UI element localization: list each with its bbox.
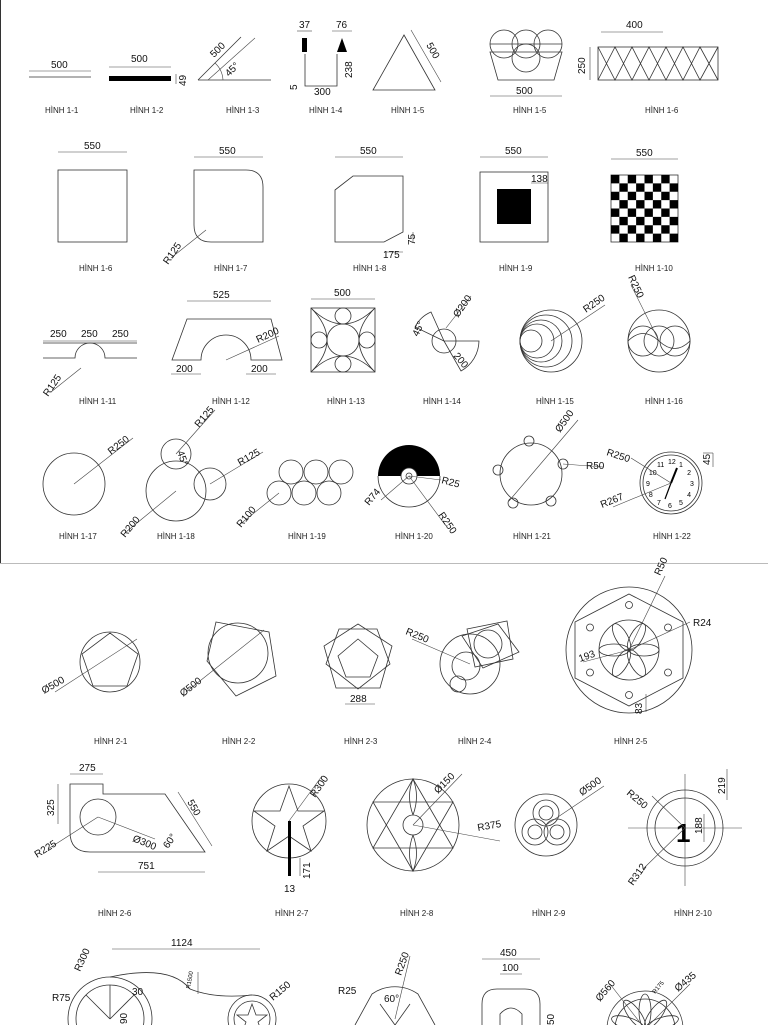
- dim-f1-11-b: 250: [81, 329, 98, 340]
- dim-f1-14-d: Ø200: [451, 293, 475, 320]
- dim-f1-11-c: 250: [112, 329, 129, 340]
- checker-cell: [661, 225, 669, 233]
- figure-flower: [594, 970, 699, 1025]
- dim-f3-d: R150: [267, 979, 294, 1004]
- caption-1-1: HÌNH 1-1: [45, 106, 79, 115]
- dim-f2-3: 288: [350, 694, 367, 705]
- caption-1-14: HÌNH 1-14: [423, 397, 461, 406]
- checker-cell: [636, 217, 644, 225]
- dim-f2-6-c: 550: [184, 798, 203, 818]
- checker-cell: [619, 234, 627, 242]
- figure-1-16: [625, 274, 690, 406]
- checker-cell: [619, 200, 627, 208]
- dim-f1-14-a: 45°: [410, 319, 428, 339]
- caption-1-4: HÌNH 1-4: [309, 106, 343, 115]
- dim-f2-2: Ø500: [178, 675, 205, 700]
- caption-1-9: HÌNH 1-9: [499, 264, 533, 273]
- dim-f1-12-w: 525: [213, 290, 230, 301]
- dim-f2-6-e: Ø300: [130, 833, 158, 853]
- dim-f3-m: 50: [546, 1013, 557, 1025]
- figure-1-4: [289, 20, 355, 115]
- checker-cell: [661, 209, 669, 217]
- checker-cell: [670, 200, 678, 208]
- dim-f1-18-r2: R125: [236, 447, 263, 469]
- dim-f1-4-t: 5: [289, 84, 300, 90]
- clock-number: 4: [687, 492, 692, 499]
- figure-2-1: [40, 632, 140, 746]
- caption-1-17: HÌNH 1-17: [59, 532, 97, 541]
- figure-1-22-clock: [599, 447, 713, 541]
- dim-f1-11-a: 250: [50, 329, 67, 340]
- caption-2-4: HÌNH 2-4: [458, 737, 492, 746]
- dim-f3-c: R1500: [186, 970, 196, 990]
- dim-f1-13: 500: [334, 288, 351, 299]
- rosette-petal: [609, 621, 634, 653]
- dim-f3-n: Ø560: [593, 978, 619, 1004]
- rosette-dot: [587, 669, 594, 676]
- caption-1-8: HÌNH 1-8: [353, 264, 387, 273]
- dim-f2-10-d: R312: [626, 861, 650, 888]
- dim-f2-6-g: 751: [138, 861, 155, 872]
- rosette-dot: [665, 669, 672, 676]
- dim-f1-11-r: R125: [41, 372, 65, 399]
- figure-1-3: [198, 37, 271, 115]
- caption-1-3: HÌNH 1-3: [226, 106, 260, 115]
- figure-2-3: [324, 624, 392, 746]
- checkerboard: [611, 175, 678, 242]
- caption-1-19: HÌNH 1-19: [288, 532, 326, 541]
- rosette-petal: [629, 644, 659, 656]
- clock-number: 8: [648, 492, 653, 499]
- dim-f1-17: R250: [106, 433, 132, 458]
- dim-f2-7-a: R300: [308, 773, 332, 800]
- dim-f1-20-c: R250: [435, 510, 459, 537]
- dim-f1-3-len: 500: [208, 40, 228, 61]
- dim-f2-4: R250: [403, 626, 431, 646]
- clock-number: 12: [668, 459, 676, 466]
- figure-1-12: [171, 290, 282, 406]
- clock-number: 6: [668, 503, 672, 510]
- checker-cell: [636, 200, 644, 208]
- dim-f1-18-r1: R125: [192, 404, 217, 430]
- dim-f1-5b: 500: [516, 86, 533, 97]
- caption-2-7: HÌNH 2-7: [275, 909, 309, 918]
- checker-cell: [611, 175, 619, 183]
- figure-1-5-circles: [490, 30, 562, 115]
- checker-cell: [628, 175, 636, 183]
- caption-2-6: HÌNH 2-6: [98, 909, 132, 918]
- caption-1-15: HÌNH 1-15: [536, 397, 574, 406]
- dim-f1-16: R250: [625, 273, 646, 300]
- dim-f3-b: R300: [72, 946, 93, 974]
- checker-cell: [645, 175, 653, 183]
- figure-1-6-square: [58, 141, 127, 273]
- rosette-dot: [626, 692, 633, 699]
- caption-1-22: HÌNH 1-22: [653, 532, 691, 541]
- checker-cell: [611, 192, 619, 200]
- dim-f2-7-c: 13: [284, 884, 296, 895]
- sheet-1-drawing: [1, 0, 768, 563]
- caption-1-13: HÌNH 1-13: [327, 397, 365, 406]
- caption-2-1: HÌNH 2-1: [94, 737, 128, 746]
- figure-1-8: [335, 146, 418, 273]
- figure-1-9: [480, 146, 548, 273]
- rosette-dot: [626, 602, 633, 609]
- checker-cell: [670, 234, 678, 242]
- dim-f1-7-w: 550: [219, 146, 236, 157]
- dim-f2-6-d: R225: [32, 838, 59, 861]
- dim-f3-l: 100: [502, 963, 519, 974]
- dim-f1-15: R250: [581, 292, 608, 316]
- sheet-2-drawing: [0, 555, 768, 1025]
- dim-f1-5a: 500: [423, 41, 442, 61]
- caption-1-20: HÌNH 1-20: [395, 532, 433, 541]
- clock-number: 9: [646, 481, 650, 488]
- drawing-sheet-2: [0, 555, 768, 1025]
- figure-cart: [52, 938, 294, 1025]
- checker-cell: [645, 225, 653, 233]
- figure-fan: [338, 950, 435, 1025]
- dim-f1-8-a: 175: [383, 250, 400, 261]
- checker-cell: [619, 183, 627, 191]
- figure-1-19: [235, 460, 353, 541]
- dim-f1-7-r: R125: [161, 240, 185, 267]
- dim-f3-i: R25: [338, 986, 357, 997]
- dim-f1-4-b: 76: [336, 20, 348, 31]
- dim-f1-21-d: Ø500: [553, 408, 577, 435]
- dim-f2-6-b: 325: [46, 799, 57, 816]
- number-one: 1: [676, 818, 691, 848]
- caption-1-12: HÌNH 1-12: [212, 397, 250, 406]
- dim-f2-10-b: 219: [717, 777, 728, 794]
- dim-f2-6-a: 275: [79, 763, 96, 774]
- checker-cell: [645, 192, 653, 200]
- caption-1-5a: HÌNH 1-5: [391, 106, 425, 115]
- figure-1-11: [41, 329, 137, 406]
- checker-cell: [670, 183, 678, 191]
- dim-f1-22-b: 45: [702, 453, 713, 465]
- figure-1-2: [109, 54, 189, 115]
- caption-1-7: HÌNH 1-7: [214, 264, 248, 273]
- dim-f1-3-ang: 45°: [223, 60, 242, 80]
- dim-f3-f: 30: [132, 987, 144, 998]
- dim-f2-9: Ø500: [577, 775, 604, 799]
- dim-f1-4-a: 37: [299, 20, 311, 31]
- checker-cell: [645, 209, 653, 217]
- checker-cell: [611, 225, 619, 233]
- dim-f1-4-h: 238: [344, 61, 355, 78]
- dim-f1-4-w: 300: [314, 87, 331, 98]
- figure-1-21: [493, 408, 605, 541]
- figure-1-6-lattice: [577, 20, 718, 115]
- dim-f1-8-w: 550: [360, 146, 377, 157]
- caption-2-10: HÌNH 2-10: [674, 909, 712, 918]
- figure-1-10: [611, 148, 678, 273]
- dim-f2-5-c: 193: [577, 648, 597, 665]
- dim-f3-k: 450: [500, 948, 517, 959]
- dim-f1-2-w: 500: [131, 54, 148, 65]
- checker-cell: [661, 192, 669, 200]
- checker-cell: [628, 209, 636, 217]
- figure-1-7: [161, 146, 263, 273]
- dim-f1-6b-h: 250: [577, 57, 588, 74]
- figure-1-13: [311, 288, 375, 406]
- checker-cell: [653, 183, 661, 191]
- figure-2-8: [367, 771, 502, 918]
- figure-1-14: [411, 293, 479, 406]
- checker-cell: [670, 217, 678, 225]
- figure-1-5-triangle: [373, 30, 441, 115]
- clock-number: 5: [679, 500, 683, 508]
- dim-f1-10: 550: [636, 148, 653, 159]
- dim-f1-8-b: 75: [407, 233, 418, 245]
- figure-2-4: [404, 621, 519, 746]
- figure-2-9: [515, 775, 604, 918]
- dim-f3-j: 60°: [384, 994, 400, 1005]
- figure-2-7: [252, 773, 331, 918]
- clock-number: 2: [687, 470, 692, 477]
- dim-f1-20-a: R25: [440, 475, 461, 491]
- dim-f3-o: R175: [651, 980, 666, 996]
- clock-number: 7: [657, 500, 661, 508]
- caption-1-18: HÌNH 1-18: [157, 532, 195, 541]
- dim-f3-h: R250: [393, 950, 412, 978]
- dim-f1-12-r: R200: [254, 325, 281, 346]
- figure-1-20: [363, 445, 461, 541]
- dim-f1-6: 550: [84, 141, 101, 152]
- checker-cell: [661, 175, 669, 183]
- dim-f1-6b-w: 400: [626, 20, 643, 31]
- dim-f1-21-r: R50: [586, 461, 605, 472]
- dim-f1-18-r3: R200: [118, 514, 143, 540]
- checker-cell: [636, 183, 644, 191]
- clock-number: 1: [679, 461, 683, 469]
- figure-1-17: [43, 434, 133, 541]
- dim-f2-7-b: 171: [302, 862, 313, 879]
- dim-f2-8-a: Ø150: [432, 771, 458, 797]
- figure-2-6: [33, 763, 212, 918]
- rosette-petal: [624, 647, 649, 679]
- dim-f2-6-f: 60°: [161, 832, 180, 851]
- checker-cell: [611, 209, 619, 217]
- figure-1-15: [520, 292, 608, 406]
- caption-1-10: HÌNH 1-10: [635, 264, 673, 273]
- figure-1-1: [29, 60, 91, 115]
- figure-2-10: [624, 769, 742, 918]
- dim-f1-1: 500: [51, 60, 68, 71]
- caption-2-3: HÌNH 2-3: [344, 737, 378, 746]
- caption-2-2: HÌNH 2-2: [222, 737, 256, 746]
- dim-f1-9-in: 138: [531, 174, 548, 185]
- dim-f2-1: Ø500: [40, 674, 67, 697]
- dim-f1-20-b: R74: [362, 486, 384, 508]
- caption-1-5b: HÌNH 1-5: [513, 106, 547, 115]
- dim-f1-22-a: R250: [605, 447, 632, 466]
- checker-cell: [628, 192, 636, 200]
- caption-2-8: HÌNH 2-8: [400, 909, 434, 918]
- caption-1-11: HÌNH 1-11: [79, 397, 117, 406]
- checker-cell: [619, 217, 627, 225]
- clock-number: 3: [690, 481, 694, 488]
- dim-f1-9-w: 550: [505, 146, 522, 157]
- caption-1-6: HÌNH 1-6: [79, 264, 113, 273]
- figure-arch: [482, 948, 557, 1025]
- dim-f1-14-r: 200: [450, 350, 470, 371]
- dim-f3-g: 90: [119, 1012, 130, 1024]
- dim-f1-19: R100: [234, 504, 259, 530]
- rosette-dot: [665, 624, 672, 631]
- figure-2-2: [178, 622, 276, 746]
- clock-number: 11: [657, 461, 665, 469]
- checker-cell: [653, 234, 661, 242]
- dim-f3-a: 1124: [171, 938, 193, 949]
- dim-f2-5-a: R50: [652, 555, 671, 578]
- caption-2-9: HÌNH 2-9: [532, 909, 566, 918]
- dim-f1-12-l: 200: [176, 364, 193, 375]
- caption-1-6b: HÌNH 1-6: [645, 106, 679, 115]
- dim-f3-e: R75: [52, 993, 71, 1004]
- figure-2-5: [566, 556, 712, 746]
- caption-1-16: HÌNH 1-16: [645, 397, 683, 406]
- dim-f1-12-rr: 200: [251, 364, 268, 375]
- dim-f1-18-a: 45°: [174, 449, 190, 468]
- rosette-dot: [587, 624, 594, 631]
- dim-f2-10-a: R250: [624, 787, 650, 812]
- rosette-petal: [624, 621, 649, 653]
- dim-f2-5-d: 83: [634, 702, 645, 714]
- dim-f2-5-b: R24: [693, 618, 712, 629]
- checker-cell: [628, 225, 636, 233]
- caption-2-5: HÌNH 2-5: [614, 737, 648, 746]
- dim-f3-p: Ø435: [672, 970, 699, 995]
- caption-1-21: HÌNH 1-21: [513, 532, 551, 541]
- dim-f1-22-c: R267: [599, 491, 626, 511]
- clock-number: 10: [648, 470, 657, 477]
- checker-cell: [636, 234, 644, 242]
- dim-f2-8-b: R375: [476, 818, 503, 834]
- checker-cell: [653, 200, 661, 208]
- dim-f1-2-h: 49: [178, 74, 189, 86]
- caption-1-2: HÌNH 1-2: [130, 106, 164, 115]
- dim-f2-10-c: 188: [694, 817, 705, 834]
- checker-cell: [653, 217, 661, 225]
